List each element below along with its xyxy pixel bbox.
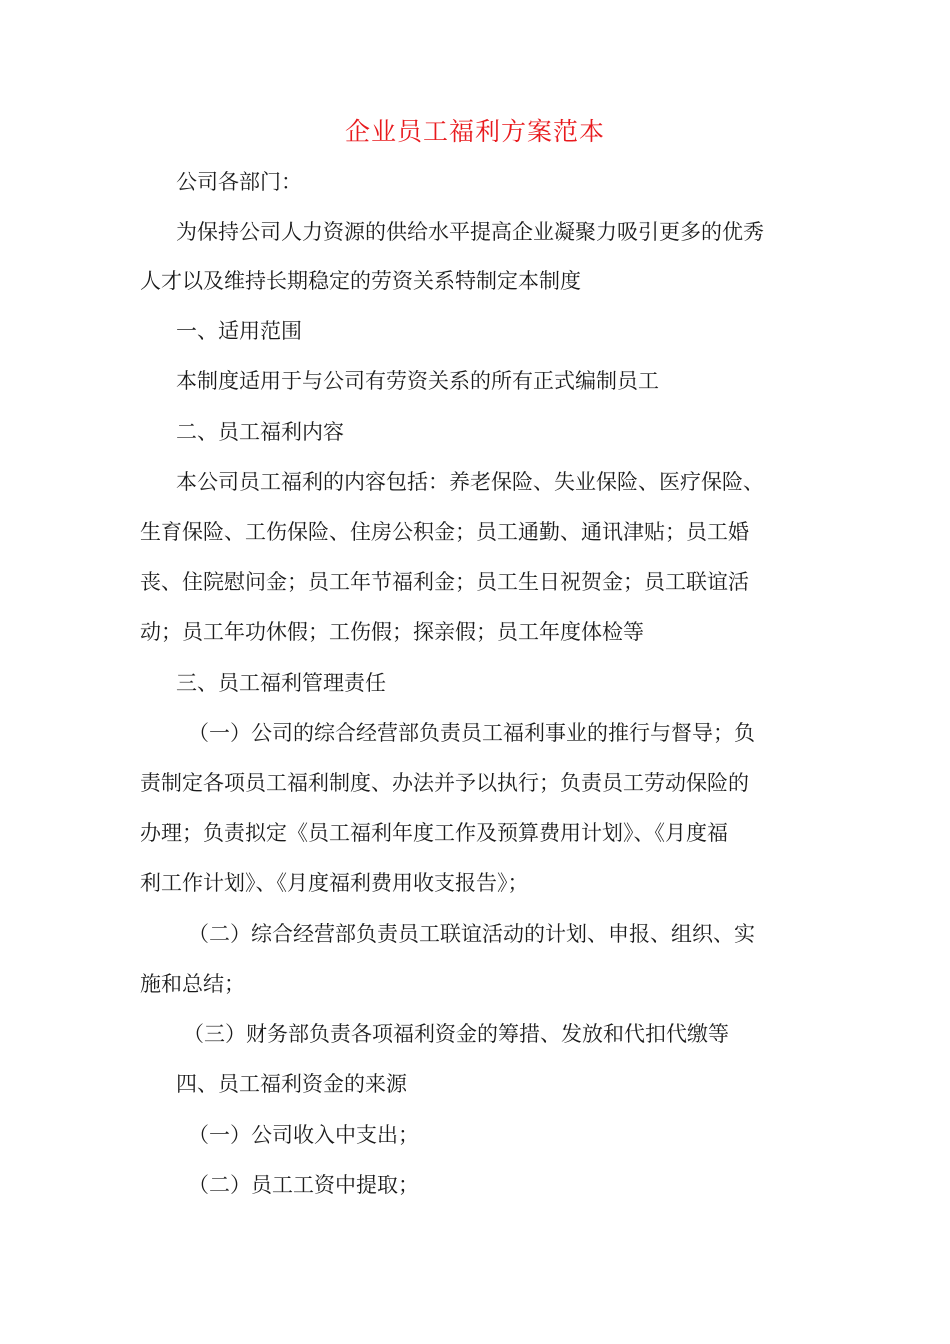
paragraph-line: （二）综合经营部负责员工联谊活动的计划、申报、组织、实 bbox=[188, 922, 755, 946]
document-title: 企业员工福利方案范本 bbox=[344, 117, 605, 146]
paragraph-line: 责制定各项员工福利制度、办法并予以执行；负责员工劳动保险的 bbox=[140, 771, 749, 795]
paragraph-line: 丧、住院慰问金；员工年节福利金；员工生日祝贺金；员工联谊活 bbox=[140, 570, 749, 594]
section-heading: 四、员工福利资金的来源 bbox=[176, 1072, 407, 1096]
paragraph-line: （一）公司收入中支出； bbox=[188, 1123, 419, 1147]
paragraph-line: 人才以及维持长期稳定的劳资关系特制定本制度 bbox=[140, 269, 581, 293]
paragraph-line: 生育保险、工伤保险、住房公积金；员工通勤、通讯津贴；员工婚 bbox=[140, 520, 749, 544]
paragraph-line: （二）员工工资中提取； bbox=[188, 1173, 419, 1197]
section-heading: 一、适用范围 bbox=[176, 319, 302, 343]
paragraph-line: 本制度适用于与公司有劳资关系的所有正式编制员工 bbox=[176, 369, 659, 393]
paragraph-line: 本公司员工福利的内容包括：养老保险、失业保险、医疗保险、 bbox=[176, 470, 764, 494]
paragraph-line: 办理；负责拟定《员工福利年度工作及预算费用计划》、《月度福 bbox=[140, 821, 728, 845]
section-heading: 二、员工福利内容 bbox=[176, 420, 344, 444]
paragraph-line: （三）财务部负责各项福利资金的筹措、发放和代扣代缴等 bbox=[183, 1022, 729, 1046]
paragraph-line: 为保持公司人力资源的供给水平提高企业凝聚力吸引更多的优秀 bbox=[176, 220, 764, 244]
paragraph-line: 动；员工年功休假；工伤假；探亲假；员工年度体检等 bbox=[140, 620, 644, 644]
paragraph-line: （一）公司的综合经营部负责员工福利事业的推行与督导；负 bbox=[188, 721, 755, 745]
paragraph-line: 施和总结； bbox=[140, 972, 245, 996]
paragraph-line: 利工作计划》、《月度福利费用收支报告》； bbox=[140, 871, 529, 895]
section-heading: 三、员工福利管理责任 bbox=[176, 671, 386, 695]
salutation: 公司各部门： bbox=[176, 170, 302, 194]
